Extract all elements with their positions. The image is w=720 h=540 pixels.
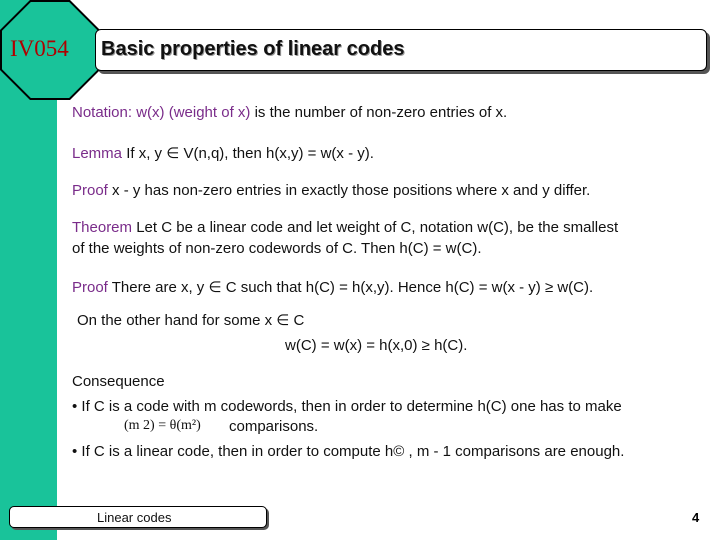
proof2-line [72,278,593,296]
equation-line: w(C) = w(x) = h(x,0) ≥ h(C). [285,337,468,354]
bullet2-text: If C is a linear code, then in order to compute h© , m - 1 comparisons are enough. [81,443,625,460]
bullet-marker: • [72,443,82,460]
binomial-formula: (m 2) = θ(m²) [124,418,201,433]
theorem-text-1: Let C be a linear code and let weight of C, notation w(C), be the smallest [136,219,619,236]
bullet-marker: • [72,398,82,415]
notation-line [72,104,507,121]
other-hand-line: On the other hand for some x ∈ C [77,312,305,329]
footer-label: Linear codes [97,510,172,525]
proof1-label: Proof [72,182,108,199]
consequence-label: Consequence [72,373,165,390]
proof1-line [72,182,590,199]
page-number: 4 [692,510,700,525]
slide-code: IV054 [10,36,69,61]
proof2-label: Proof [72,279,108,296]
notation-label: Notation: [72,104,133,121]
bullet1-text: If C is a code with m codewords, then in order to determine h(C) one has to make [81,398,622,415]
bullet-1 [72,398,622,415]
slide-title: Basic properties of linear codes [101,38,405,60]
bullet-2 [72,443,624,460]
bullet1-continuation: comparisons. [229,418,319,435]
lemma-label: Lemma [72,145,123,162]
theorem-line1 [72,219,618,236]
theorem-label: Theorem [72,219,133,236]
proof2-text: There are x, y ∈ C such that h(C) = h(x,y). Hence h(C) = w(x - y) ≥ w(C). [111,279,594,296]
theorem-line2: of the weights of non-zero codewords of C. Then h(C) = w(C). [72,240,482,257]
lemma-line [72,144,374,162]
lemma-text: If x, y ∈ V(n,q), then h(x,y) = w(x - y). [126,145,374,162]
notation-definition: is the number of non-zero entries of x. [254,104,508,121]
notation-term: w(x) (weight of x) [136,104,251,121]
proof1-text: x - y has non-zero entries in exactly those positions where x and y differ. [112,182,591,199]
